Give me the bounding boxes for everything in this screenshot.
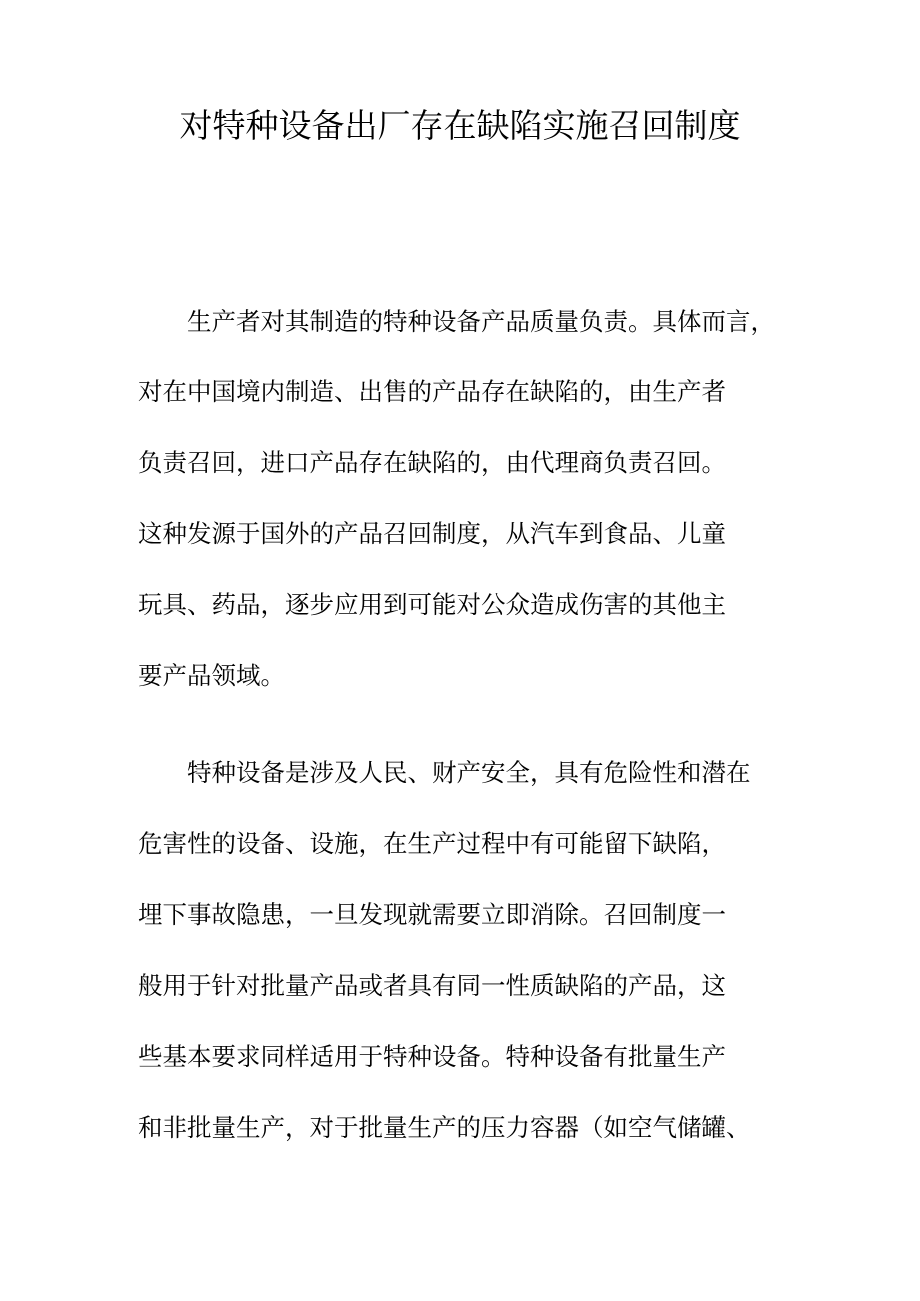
paragraph2-line-1: 特种设备是涉及人民、财产安全，具有危险性和潜在 [187,758,751,787]
paragraph2-line-4: 般用于针对批量产品或者具有同一性质缺陷的产品，这 [138,971,726,1000]
paragraph2-line-5: 些基本要求同样适用于特种设备。特种设备有批量生产 [138,1042,726,1071]
paragraph2-line-3: 埋下事故隐患，一旦发现就需要立即消除。召回制度一 [138,900,726,929]
paragraph1-line-6: 要产品领域。 [138,661,285,690]
paragraph1-line-4: 这种发源于国外的产品召回制度，从汽车到食品、儿童 [138,519,726,548]
paragraph2-line-6: 和非批量生产，对于批量生产的压力容器（如空气储罐、 [138,1113,751,1142]
document-title: 对特种设备出厂存在缺陷实施召回制度 [179,106,741,145]
paragraph1-line-5: 玩具、药品，逐步应用到可能对公众造成伤害的其他主 [138,590,726,619]
paragraph1-line-1: 生产者对其制造的特种设备产品质量负责。具体而言， [187,307,775,336]
paragraph1-line-2: 对在中国境内制造、出售的产品存在缺陷的，由生产者 [138,377,726,406]
paragraph2-line-2: 危害性的设备、设施，在生产过程中有可能留下缺陷， [138,829,726,858]
paragraph1-line-3: 负责召回，进口产品存在缺陷的，由代理商负责召回。 [138,448,726,477]
